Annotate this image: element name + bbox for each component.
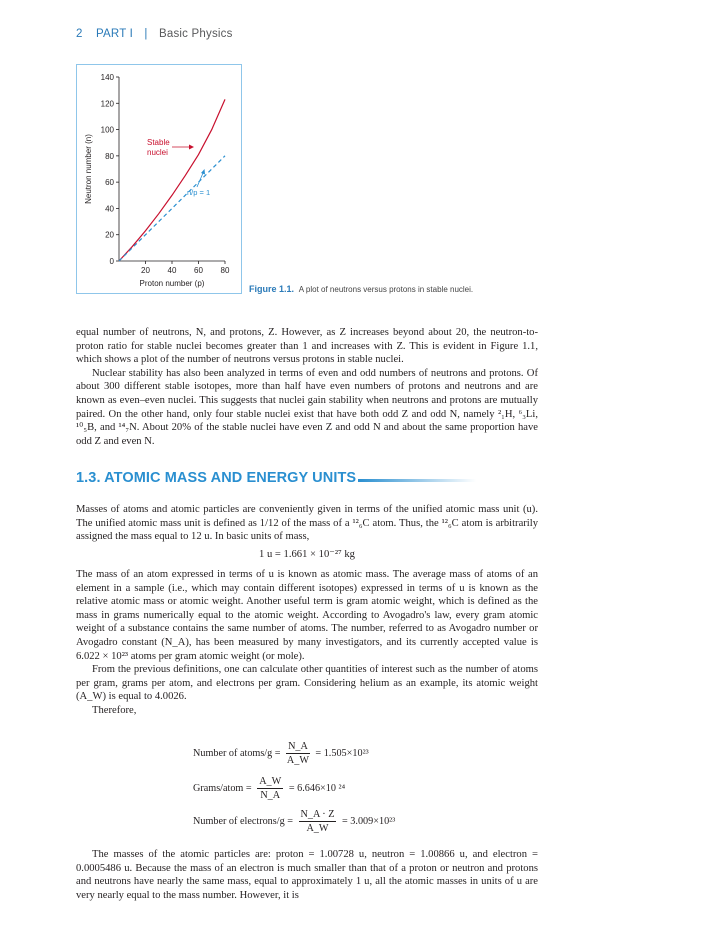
section-title: 1.3. ATOMIC MASS AND ENERGY UNITS (76, 470, 357, 486)
annotation-stable-arrowhead (189, 145, 194, 150)
figure-caption (249, 284, 473, 294)
paragraph-1: equal number of neutrons, N, and protons, Z. However, as Z increases beyond about 20, the neutron-to-proton ratio for stable nuclei becomes greater than 1 and increases with Z. This is evident in Figure 1.1, which shows a plot of the number of neutrons versus protons in stable nuclei. (76, 327, 538, 366)
eq1-value: = 1.505×10²³ (315, 748, 369, 759)
figure-caption-label: Figure 1.1. (249, 284, 295, 294)
paragraph-7: The masses of the atomic particles are: proton = 1.00728 u, neutron = 1.00866 u, and electron = 0.0005486 u. Because the mass of an electron is much smaller than that of a proton or neutron and protons and neutrons have nearly the same mass, equal to approximately 1 u, all the atomic masses in units of u are very nearly equal to the mass number. However, it is (76, 849, 538, 901)
part-label: PART I (96, 28, 134, 40)
eq1-fraction (286, 740, 310, 767)
annotation-np1-arrow (197, 173, 203, 187)
eq3-denominator: A_W (306, 823, 329, 834)
y-tick-label: 0 (109, 257, 114, 266)
y-tick-label: 140 (100, 73, 114, 82)
x-tick-label: 60 (194, 266, 203, 275)
paragraph-2: Nuclear stability has also been analyzed in terms of even and odd numbers of neutrons and protons. Of about 300 different stable isotopes, more than half have even numbers of protons and neutrons and are known as even–even nuclei. This suggests that nuclei gain stability when neutrons and protons are mutually paired. On the other hand, only four stable nuclei exist that have both odd Z and odd N, namely ²₁H, ⁶₃Li, ¹⁰₅B, and ¹⁴₇N. About 20% of the stable nuclei have even Z and odd N and about the same proportion have odd Z and even N. (76, 367, 538, 447)
eq2-value: = 6.646×10 ²⁴ (288, 783, 346, 794)
eq3-value: = 3.009×10²³ (342, 816, 396, 827)
y-tick-label: 40 (105, 204, 114, 214)
stable-nuclei-line (119, 99, 225, 261)
part-title: Basic Physics (159, 28, 233, 40)
x-tick-label: 20 (141, 266, 150, 275)
figure-1-1 (76, 64, 242, 294)
section-rule (358, 479, 476, 482)
y-tick-label: 20 (105, 230, 114, 240)
eq1-denominator: A_W (286, 755, 309, 766)
y-tick-label: 100 (100, 125, 114, 135)
paragraph-6: Therefore, (92, 704, 137, 716)
body-paragraph-7 (76, 848, 538, 902)
x-tick-label: 40 (167, 266, 177, 275)
annotation-np1: n/p = 1 (187, 188, 211, 197)
eq2-label: Grams/atom = (193, 783, 252, 794)
section-heading (76, 470, 546, 492)
equation-grams-per-atom (193, 775, 345, 802)
paragraph-4: The mass of an atom expressed in terms of u is known as atomic mass. The average mass of atoms of an element in a sample (i.e., which may contain different isotopes) expressed in terms of u is known as the relative atomic mass or atomic weight. Another useful term is gram atomic weight, which is defined as the mass in grams numerically equal to the atomic weight. According to Avogadro's law, every gram atomic weight of a substance contains the same number of atoms. The number, referred to as Avogadro number or Avogadro constant (N_A), has been measured by many investigators, and its currently accepted value is 6.022 × 10²³ atoms per gram atomic weight (or mole). (76, 569, 538, 662)
eq3-label: Number of electrons/g = (193, 816, 293, 827)
x-tick-label: 80 (220, 266, 230, 275)
equation-electrons-per-gram (193, 808, 395, 835)
eq2-fraction (257, 775, 283, 802)
paragraph-5: From the previous definitions, one can calculate other quantities of interest such as the number of atoms per gram, grams per atom, and electrons per gram. Considering helium as an example, its atomic weight (A_W) is equal to 4.0026. (76, 664, 538, 703)
eq2-numerator: A_W (259, 776, 282, 787)
body-paragraphs-top (76, 326, 538, 448)
paragraph-3: Masses of atoms and atomic particles are conveniently given in terms of the unified atomic mass unit (u). The unified atomic mass unit is defined as 1/12 of the mass of a ¹²₆C atom. Thus, the ¹²₆C atom is arbitrarily assigned the mass equal to 12 u. In basic units of mass, (76, 504, 538, 543)
x-axis-label: Proton number (p) (139, 279, 205, 288)
eq3-numerator: N_A · Z (300, 809, 335, 820)
body-paragraphs-middle (76, 568, 538, 718)
annotation-stable: Stable (147, 138, 170, 147)
equation-atoms-per-gram (193, 740, 369, 767)
body-paragraph-3 (76, 503, 538, 544)
eq1-label: Number of atoms/g = (193, 748, 281, 759)
eq1-numerator: N_A (288, 741, 308, 752)
annotation-nuclei: nuclei (147, 148, 168, 157)
n-p-equal-line (119, 156, 225, 261)
page-number: 2 (76, 28, 83, 40)
figure-caption-text: A plot of neutrons versus protons in stable nuclei. (298, 285, 474, 294)
equation-atomic-mass-unit: 1 u = 1.661 × 10⁻²⁷ kg (259, 549, 355, 560)
running-head (76, 28, 233, 40)
neutron-proton-chart (77, 65, 241, 293)
y-axis-label: Neutron number (n) (84, 134, 93, 204)
annotation-np1-arrowhead (201, 169, 205, 175)
y-tick-label: 80 (105, 151, 114, 161)
part-separator: | (144, 28, 148, 40)
y-tick-label: 120 (100, 99, 114, 109)
eq3-fraction (299, 808, 337, 835)
eq2-denominator: N_A (260, 790, 281, 801)
y-tick-label: 60 (105, 178, 114, 188)
